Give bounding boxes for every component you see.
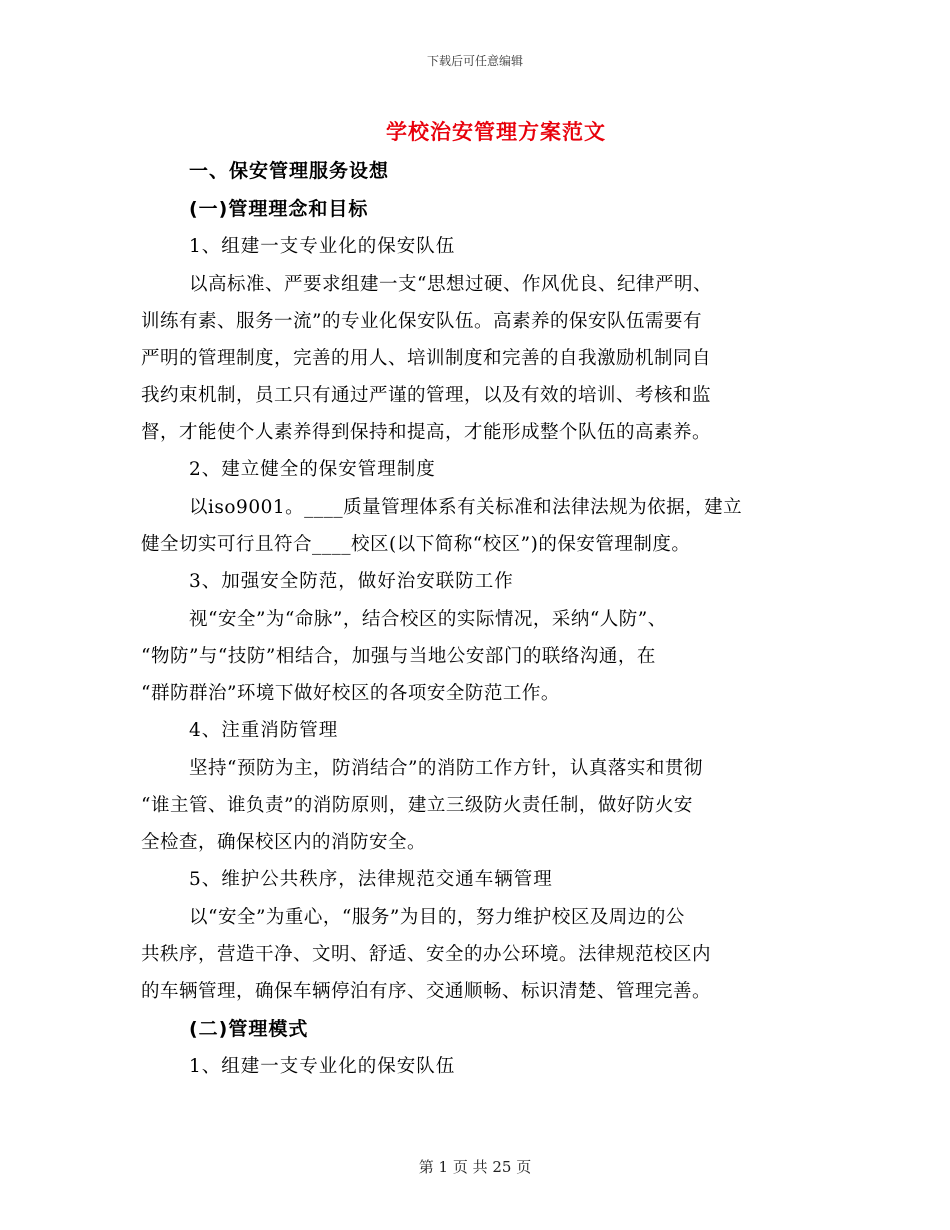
- paragraph-line: “群防群治”环境下做好校区的各项安全防范工作。: [141, 683, 560, 704]
- paragraph-line: 严明的管理制度，完善的用人、培训制度和完善的自我激励机制同自: [141, 348, 712, 369]
- paragraph-line: 以高标准、严要求组建一支“思想过硬、作风优良、纪律严明、: [189, 274, 712, 295]
- paragraph-line: 的车辆管理，确保车辆停泊有序、交通顺畅、标识清楚、管理完善。: [141, 981, 712, 1002]
- item-title: 1、组建一支专业化的保安队伍: [189, 236, 456, 257]
- paragraph-line: 坚持“预防为主，防消结合”的消防工作方针，认真落实和贯彻: [189, 758, 703, 779]
- paragraph: [141, 601, 811, 712]
- paragraph: [141, 899, 811, 1010]
- paragraph-line: 视“安全”为“命脉”，结合校区的实际情况，采纳“人防”、: [189, 609, 667, 630]
- item-title: 4、注重消防管理: [189, 720, 339, 741]
- paragraph: [141, 266, 811, 451]
- item-title: 2、建立健全的保安管理制度: [189, 459, 436, 480]
- paragraph-line: “谁主管、谁负责”的消防原则，建立三级防火责任制，做好防火安: [141, 795, 693, 816]
- item-title: 1、组建一支专业化的保安队伍: [189, 1056, 456, 1077]
- paragraph-line: 以“安全”为重心，“服务”为目的，努力维护校区及周边的公: [189, 907, 685, 928]
- paragraph-line: 督，才能使个人素养得到保持和提高，才能形成整个队伍的高素养。: [141, 422, 712, 443]
- item-title: 5、维护公共秩序，法律规范交通车辆管理: [189, 869, 553, 890]
- paragraph-line: “物防”与“技防”相结合，加强与当地公安部门的联络沟通，在: [141, 646, 656, 667]
- paragraph-line: 以iso9001。____质量管理体系有关标准和法律法规为依据，建立: [189, 497, 743, 518]
- paragraph-line: 共秩序，营造干净、文明、舒适、安全的办公环境。法律规范校区内: [141, 944, 712, 965]
- page-footer: 第 1 页 共 25 页: [418, 1158, 532, 1176]
- section-heading: 一、保安管理服务设想: [189, 160, 390, 182]
- document-title: 学校治安管理方案范文: [386, 120, 606, 144]
- paragraph: [141, 750, 811, 861]
- subsection-heading: (一)管理理念和目标: [189, 198, 369, 220]
- paragraph: [141, 489, 811, 563]
- item-title: 3、加强安全防范，做好治安联防工作: [189, 571, 514, 592]
- paragraph-line: 全检查，确保校区内的消防安全。: [141, 832, 427, 853]
- paragraph-line: 我约束机制，员工只有通过严谨的管理，以及有效的培训、考核和监: [141, 385, 712, 406]
- document-body: [141, 112, 811, 1086]
- subsection-heading: (二)管理模式: [189, 1018, 309, 1040]
- paragraph-line: 训练有素、服务一流”的专业化保安队伍。高素养的保安队伍需要有: [141, 311, 702, 332]
- header-note: 下载后可任意编辑: [426, 54, 523, 68]
- paragraph-line: 健全切实可行且符合____校区(以下简称“校区”)的保安管理制度。: [141, 534, 691, 555]
